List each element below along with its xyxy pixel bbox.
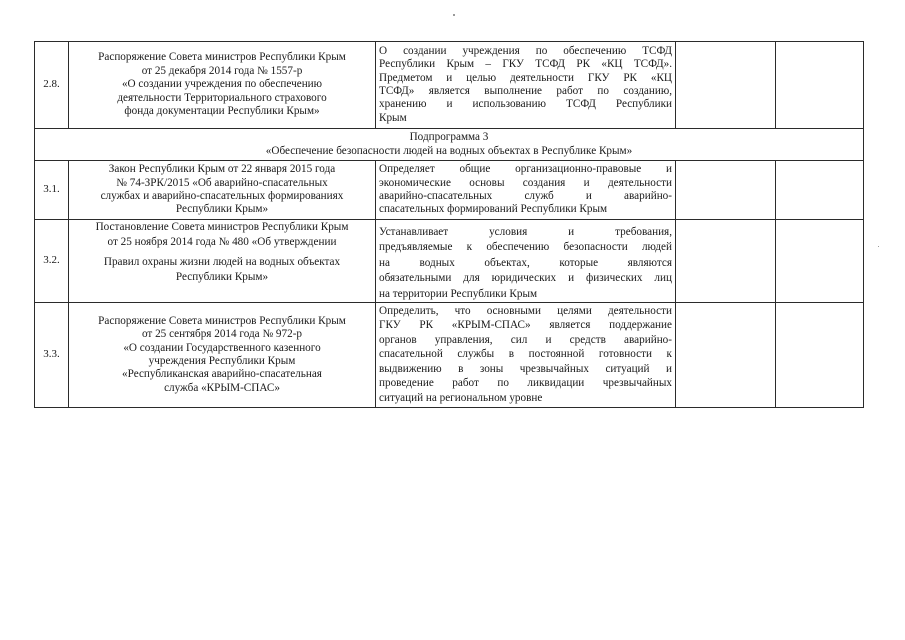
text-line: от 25 ноября 2014 года № 480 «Об утверждении <box>107 236 337 249</box>
text-line: О создании учреждения по обеспечению ТСФД <box>379 44 672 57</box>
empty-cell <box>776 161 864 220</box>
row-number: 3.2. <box>35 220 69 303</box>
legislation-table <box>34 41 864 408</box>
text-line: службах и аварийно-спасательных формированиях <box>100 190 344 202</box>
text-line: Правил охраны жизни людей на водных объектах <box>103 255 341 268</box>
text-line: Постановление Совета министров Республики Крым <box>95 221 349 233</box>
row-number: 2.8. <box>35 42 69 129</box>
text-line: ГКУ РК «КРЫМ-СПАС» является поддержание <box>379 319 672 332</box>
text-line: учреждения Республики Крым <box>148 355 296 367</box>
empty-cell <box>676 42 776 129</box>
legal-act-cell <box>69 303 376 408</box>
text-line: Распоряжение Совета министров Республики Крым <box>98 51 346 64</box>
empty-cell <box>776 42 864 129</box>
table-row <box>35 303 864 408</box>
text-line: служба «КРЫМ-СПАС» <box>164 381 280 394</box>
row-number: 3.3. <box>35 303 69 408</box>
legal-act-cell <box>69 161 376 220</box>
text-line: выдвижению в зоны чрезвычайных ситуаций и <box>379 362 672 375</box>
table-row <box>35 42 864 129</box>
text-line: Закон Республики Крым от 22 января 2015 года <box>108 163 336 176</box>
text-line: фонда документации Республики Крым» <box>124 105 320 118</box>
text-line: органов управления, сил и средств аварийно- <box>379 333 672 346</box>
text-line: Распоряжение Совета министров Республики Крым <box>98 314 346 327</box>
description-cell <box>376 220 676 303</box>
text-line: предъявляемые к обеспечению безопасности людей <box>379 241 672 254</box>
text-line: «Республиканская аварийно-спасательная <box>122 368 322 381</box>
empty-cell <box>776 303 864 408</box>
text-line: на территории Республики Крым <box>379 287 538 300</box>
subprogram-header <box>35 129 864 161</box>
text-line: обязательными для юридических и физических лиц <box>379 272 672 285</box>
text-line: Определяет общие организационно-правовые и <box>379 163 672 176</box>
text-line: № 74-ЗРК/2015 «Об аварийно-спасательных <box>116 176 328 189</box>
text-line: Устанавливает условия и требования, <box>379 225 672 238</box>
subprogram-title: Подпрограмма 3 <box>409 131 489 144</box>
text-line: аварийно-спасательных служб и аварийно- <box>379 190 672 202</box>
scan-speck <box>878 246 879 247</box>
text-line: Республики Крым» <box>175 203 269 216</box>
text-line: экономические основы создания и деятельности <box>379 176 672 189</box>
text-line: «О создании Государственного казенного <box>123 341 321 354</box>
text-line: Республики Крым – ГКУ ТСФД РК «КЦ ТСФД». <box>379 58 672 71</box>
text-line: «О создании учреждения по обеспечению <box>121 78 323 91</box>
description-cell <box>376 42 676 129</box>
text-line: проведение работ по ликвидации чрезвычайных <box>379 377 672 390</box>
table-row <box>35 161 864 220</box>
empty-cell <box>676 161 776 220</box>
subprogram-subtitle: «Обеспечение безопасности людей на водных объектах в Республике Крым» <box>265 144 633 157</box>
legal-act-cell <box>69 220 376 303</box>
scan-speck <box>453 14 455 16</box>
empty-cell <box>776 220 864 303</box>
text-line: ТСФД» является выполнение работ по созданию, <box>379 85 672 97</box>
row-number: 3.1. <box>35 161 69 220</box>
text-line: Республики Крым» <box>175 271 269 284</box>
description-cell <box>376 161 676 220</box>
text-line: Предметом и целью деятельности ГКУ РК «КЦ <box>379 71 672 84</box>
legal-act-cell <box>69 42 376 129</box>
text-line: спасательных формирований Республики Крым <box>379 203 608 216</box>
text-line: Крым <box>379 111 407 124</box>
text-line: от 25 сентября 2014 года № 972-р <box>141 328 303 341</box>
text-line: деятельности Территориального страхового <box>117 91 327 104</box>
empty-cell <box>676 220 776 303</box>
description-cell <box>376 303 676 408</box>
text-line: Определить, что основными целями деятельности <box>379 305 672 318</box>
text-line: хранению и использованию ТСФД Республики <box>379 98 672 111</box>
text-line: от 25 декабря 2014 года № 1557-р <box>141 64 303 77</box>
text-line: на водных объектах, которые являются <box>379 256 672 269</box>
table-row <box>35 220 864 303</box>
subprogram-row <box>35 129 864 161</box>
text-line: ситуаций на региональном уровне <box>379 391 543 404</box>
text-line: спасательной службы в постоянной готовности к <box>379 348 672 361</box>
empty-cell <box>676 303 776 408</box>
